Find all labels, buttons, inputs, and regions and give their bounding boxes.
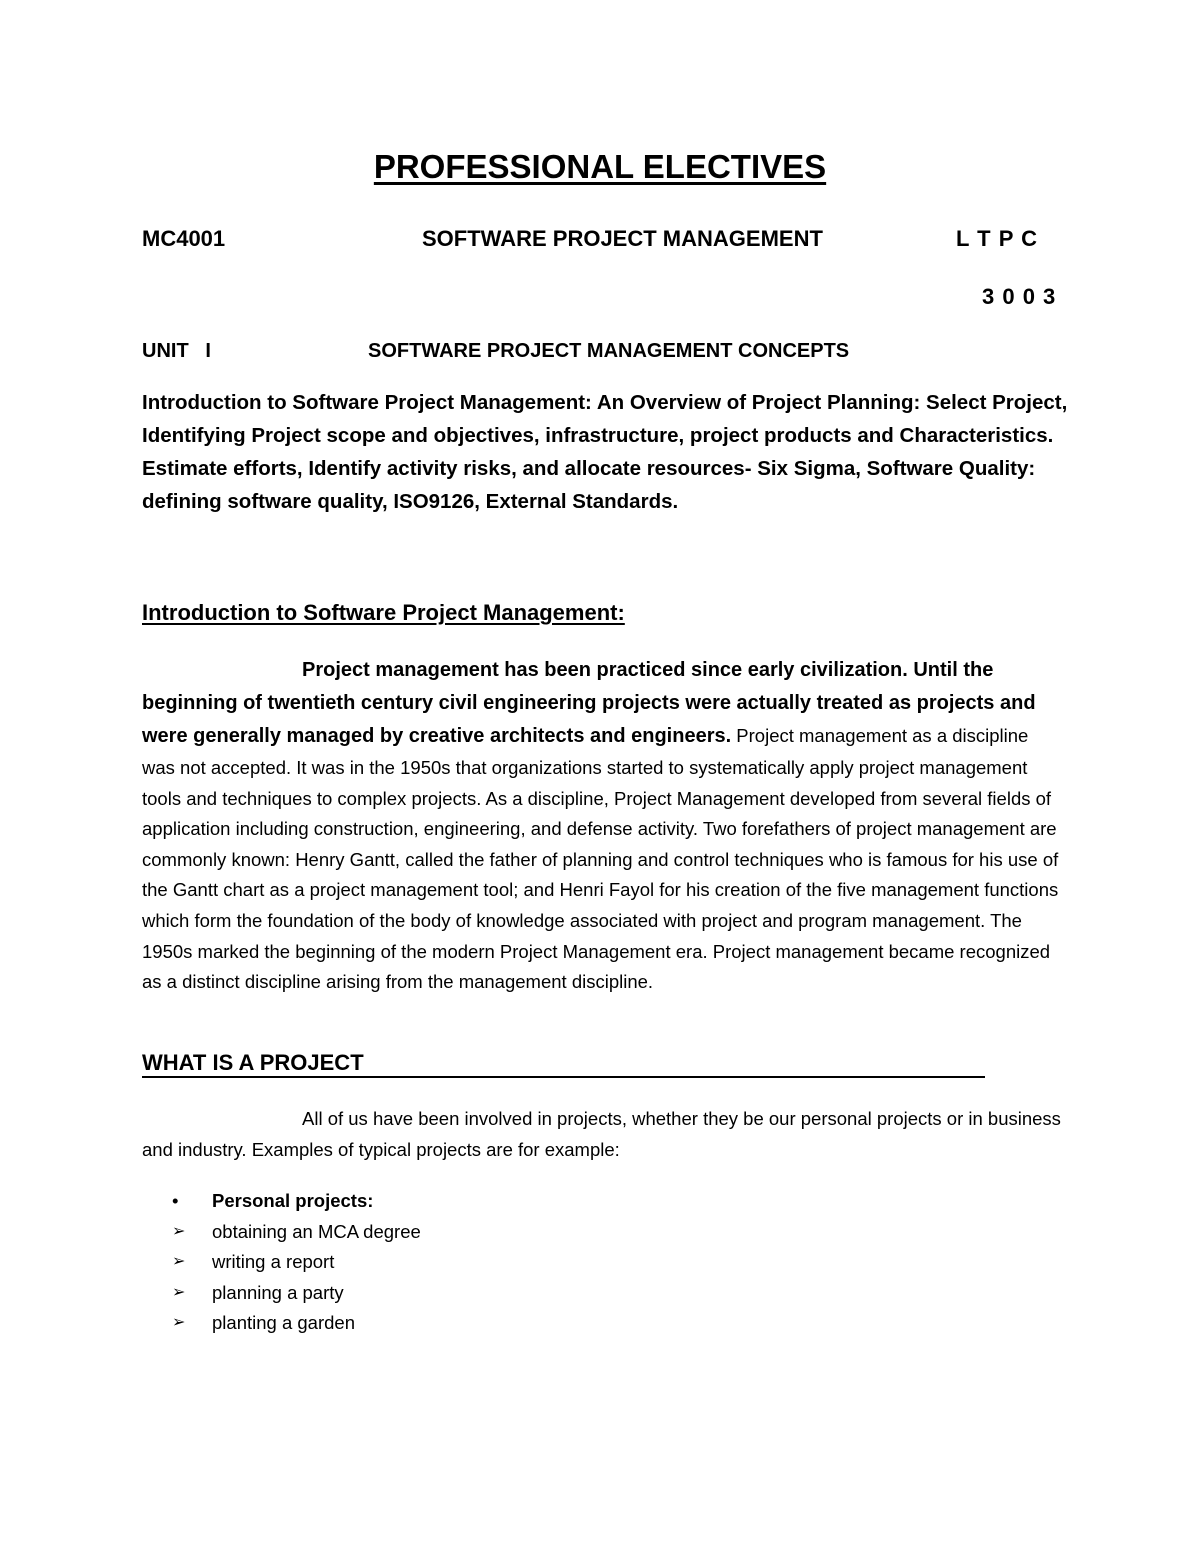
list-item — [172, 1308, 421, 1339]
list-item — [172, 1247, 421, 1278]
arrow-bullet-icon: ➢ — [172, 1283, 186, 1301]
page-title: PROFESSIONAL ELECTIVES — [373, 148, 827, 185]
list-item — [172, 1217, 421, 1248]
project-paragraph — [142, 1104, 1062, 1165]
section-heading-what-is-a-project: WHAT IS A PROJECT — [142, 1050, 364, 1075]
course-title: SOFTWARE PROJECT MANAGEMENT — [422, 226, 823, 251]
course-code: MC4001 — [142, 226, 226, 251]
list-item — [172, 1186, 421, 1217]
ltpc-values: 3 0 0 3 — [982, 284, 1056, 309]
heading-underline — [142, 1076, 985, 1078]
list-item-text: writing a report — [212, 1251, 335, 1273]
unit-label: UNIT I — [142, 340, 211, 362]
list-item — [172, 1278, 421, 1309]
unit-title: SOFTWARE PROJECT MANAGEMENT CONCEPTS — [368, 340, 850, 362]
arrow-bullet-icon: ➢ — [172, 1222, 186, 1240]
list-heading: Personal projects: — [212, 1190, 374, 1211]
arrow-bullet-icon: ➢ — [172, 1314, 186, 1332]
ltpc-label: L T P C — [956, 226, 1037, 251]
bullet-icon: • — [172, 1190, 179, 1211]
project-examples-list — [172, 1186, 421, 1339]
list-item-text: obtaining an MCA degree — [212, 1220, 421, 1242]
unit-syllabus: Introduction to Software Project Management: An Overview of Project Planning: Select Project, Identifying Project scope and objectives, infrastructure, project products and Characteristics. Estimate efforts, Identify activity risks, and allocate resources- Six Sigma, Software Quality: defining software quality, ISO9126, External Standards. — [142, 391, 1068, 513]
introduction-paragraph — [142, 654, 1062, 998]
list-item-text: planning a party — [212, 1281, 344, 1303]
arrow-bullet-icon: ➢ — [172, 1253, 186, 1271]
introduction-lead: Project management has been practiced since early civilization. Until the beginning of twentieth century civil engineering projects were actually treated as projects and were generally managed by creative architects and engineers. — [142, 659, 1036, 747]
section-heading-introduction: Introduction to Software Project Management: — [142, 600, 625, 625]
introduction-body: Project management as a discipline was not accepted. It was in the 1950s that organizations started to systematically apply project management tools and techniques to complex projects. As a discipline, Project Management developed from several fields of application including construction, engineering, and defense activity. Two forefathers of project management are commonly known: Henry Gantt, called the father of planning and control techniques who is famous for his use of the Gantt chart as a project management tool; and Henri Fayol for his creation of the five management functions which form the foundation of the body of knowledge associated with project and program management. The 1950s marked the beginning of the modern Project Management era. Project management became recognized as a distinct discipline arising from the management discipline. — [142, 725, 1059, 993]
project-body: All of us have been involved in projects, whether they be our personal projects or in business and industry. Examples of typical projects are for example: — [142, 1108, 1061, 1160]
list-item-text: planting a garden — [212, 1312, 355, 1334]
